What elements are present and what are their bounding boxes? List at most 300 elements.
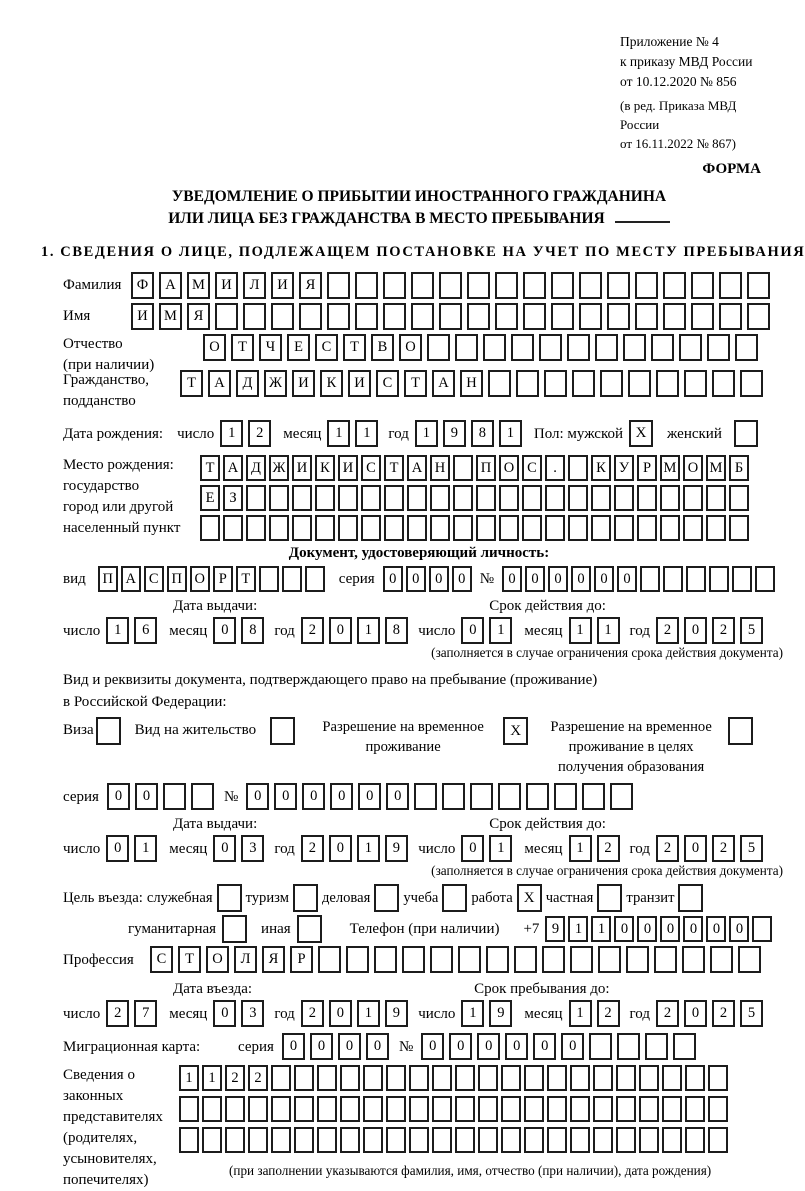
char-cell[interactable]: 9	[489, 1000, 512, 1027]
char-cell[interactable]	[679, 334, 702, 361]
char-cell[interactable]: 2	[225, 1065, 245, 1091]
char-cell[interactable]	[752, 916, 772, 942]
char-cell[interactable]: З	[223, 485, 243, 511]
char-cell[interactable]: 0	[571, 566, 591, 592]
char-cell[interactable]: 0	[310, 1033, 333, 1060]
char-cell[interactable]	[706, 485, 726, 511]
char-cell[interactable]: Д	[236, 370, 259, 397]
char-cell[interactable]	[516, 370, 539, 397]
char-cell[interactable]	[637, 515, 657, 541]
char-cell[interactable]: К	[315, 455, 335, 481]
char-cell[interactable]	[735, 334, 758, 361]
char-cell[interactable]	[547, 1065, 567, 1091]
purpose-tourism-checkbox[interactable]	[293, 884, 318, 912]
char-cell[interactable]	[453, 515, 473, 541]
char-cell[interactable]: 0	[548, 566, 568, 592]
char-cell[interactable]: Т	[180, 370, 203, 397]
char-cell[interactable]	[361, 515, 381, 541]
char-cell[interactable]	[523, 272, 546, 299]
char-cell[interactable]	[476, 485, 496, 511]
char-cell[interactable]	[639, 1127, 659, 1153]
char-cell[interactable]: С	[150, 946, 173, 973]
char-cell[interactable]	[547, 1127, 567, 1153]
char-cell[interactable]	[383, 272, 406, 299]
char-cell[interactable]: К	[591, 455, 611, 481]
char-cell[interactable]	[383, 303, 406, 330]
char-cell[interactable]	[522, 515, 542, 541]
char-cell[interactable]: 1	[106, 617, 129, 644]
char-cell[interactable]: 0	[452, 566, 472, 592]
char-cell[interactable]: 0	[729, 916, 749, 942]
char-cell[interactable]	[292, 485, 312, 511]
char-cell[interactable]	[593, 1065, 613, 1091]
char-cell[interactable]	[729, 515, 749, 541]
char-cell[interactable]	[709, 566, 729, 592]
char-cell[interactable]: С	[376, 370, 399, 397]
char-cell[interactable]: Т	[404, 370, 427, 397]
char-cell[interactable]	[384, 515, 404, 541]
char-cell[interactable]	[411, 303, 434, 330]
char-cell[interactable]: Ж	[264, 370, 287, 397]
char-cell[interactable]	[708, 1065, 728, 1091]
char-cell[interactable]: 0	[274, 783, 297, 810]
char-cell[interactable]	[514, 946, 537, 973]
char-cell[interactable]	[738, 946, 761, 973]
char-cell[interactable]	[640, 566, 660, 592]
char-cell[interactable]	[317, 1065, 337, 1091]
char-cell[interactable]	[685, 1096, 705, 1122]
char-cell[interactable]	[683, 485, 703, 511]
char-cell[interactable]	[430, 485, 450, 511]
char-cell[interactable]	[163, 783, 186, 810]
char-cell[interactable]: 1	[569, 617, 592, 644]
char-cell[interactable]	[568, 485, 588, 511]
char-cell[interactable]: 0	[660, 916, 680, 942]
char-cell[interactable]: М	[706, 455, 726, 481]
char-cell[interactable]: Е	[287, 334, 310, 361]
char-cell[interactable]	[645, 1033, 668, 1060]
char-cell[interactable]: 1	[202, 1065, 222, 1091]
char-cell[interactable]	[384, 485, 404, 511]
char-cell[interactable]: 1	[461, 1000, 484, 1027]
char-cell[interactable]: 1	[357, 1000, 380, 1027]
char-cell[interactable]	[243, 303, 266, 330]
char-cell[interactable]: 0	[594, 566, 614, 592]
char-cell[interactable]	[570, 1065, 590, 1091]
char-cell[interactable]	[542, 946, 565, 973]
char-cell[interactable]	[551, 272, 574, 299]
char-cell[interactable]: 0	[461, 835, 484, 862]
char-cell[interactable]	[499, 485, 519, 511]
char-cell[interactable]: 0	[338, 1033, 361, 1060]
char-cell[interactable]	[547, 1096, 567, 1122]
char-cell[interactable]: О	[206, 946, 229, 973]
char-cell[interactable]	[623, 334, 646, 361]
char-cell[interactable]: 0	[683, 916, 703, 942]
char-cell[interactable]: Т	[384, 455, 404, 481]
char-cell[interactable]	[223, 515, 243, 541]
char-cell[interactable]: Я	[262, 946, 285, 973]
char-cell[interactable]: 0	[246, 783, 269, 810]
char-cell[interactable]: 0	[302, 783, 325, 810]
char-cell[interactable]: 2	[301, 1000, 324, 1027]
char-cell[interactable]	[591, 485, 611, 511]
char-cell[interactable]	[616, 1127, 636, 1153]
char-cell[interactable]: 1	[327, 420, 350, 447]
sex-female-checkbox[interactable]	[734, 420, 758, 447]
char-cell[interactable]	[271, 1096, 291, 1122]
char-cell[interactable]	[685, 1127, 705, 1153]
char-cell[interactable]	[338, 515, 358, 541]
char-cell[interactable]	[719, 303, 742, 330]
char-cell[interactable]	[593, 1127, 613, 1153]
char-cell[interactable]: 5	[740, 1000, 763, 1027]
char-cell[interactable]: 0	[614, 916, 634, 942]
char-cell[interactable]: С	[315, 334, 338, 361]
char-cell[interactable]	[568, 455, 588, 481]
char-cell[interactable]	[747, 303, 770, 330]
char-cell[interactable]: 0	[135, 783, 158, 810]
char-cell[interactable]	[706, 515, 726, 541]
char-cell[interactable]	[570, 946, 593, 973]
temp-residence-education-checkbox[interactable]	[728, 717, 753, 745]
char-cell[interactable]	[635, 272, 658, 299]
char-cell[interactable]: 0	[213, 617, 236, 644]
char-cell[interactable]	[455, 334, 478, 361]
char-cell[interactable]	[579, 303, 602, 330]
char-cell[interactable]: И	[348, 370, 371, 397]
char-cell[interactable]	[637, 485, 657, 511]
char-cell[interactable]	[662, 1065, 682, 1091]
char-cell[interactable]	[327, 303, 350, 330]
char-cell[interactable]	[409, 1065, 429, 1091]
char-cell[interactable]: 1	[355, 420, 378, 447]
purpose-work-checkbox[interactable]: X	[517, 884, 542, 912]
char-cell[interactable]: Н	[430, 455, 450, 481]
char-cell[interactable]	[430, 946, 453, 973]
char-cell[interactable]	[656, 370, 679, 397]
char-cell[interactable]	[202, 1096, 222, 1122]
char-cell[interactable]	[191, 783, 214, 810]
char-cell[interactable]	[467, 303, 490, 330]
char-cell[interactable]: А	[432, 370, 455, 397]
char-cell[interactable]	[732, 566, 752, 592]
char-cell[interactable]: .	[545, 455, 565, 481]
char-cell[interactable]: 1	[499, 420, 522, 447]
char-cell[interactable]: Т	[231, 334, 254, 361]
char-cell[interactable]: 2	[301, 835, 324, 862]
char-cell[interactable]	[554, 783, 577, 810]
char-cell[interactable]	[407, 485, 427, 511]
char-cell[interactable]: 1	[357, 835, 380, 862]
char-cell[interactable]: 0	[329, 835, 352, 862]
char-cell[interactable]: Л	[243, 272, 266, 299]
char-cell[interactable]	[202, 1127, 222, 1153]
char-cell[interactable]: 0	[386, 783, 409, 810]
char-cell[interactable]: Ж	[269, 455, 289, 481]
char-cell[interactable]: Я	[299, 272, 322, 299]
sex-male-checkbox[interactable]: X	[629, 420, 653, 447]
char-cell[interactable]	[269, 515, 289, 541]
char-cell[interactable]: 2	[106, 1000, 129, 1027]
purpose-business-checkbox[interactable]	[374, 884, 399, 912]
char-cell[interactable]	[719, 272, 742, 299]
char-cell[interactable]	[246, 515, 266, 541]
char-cell[interactable]	[225, 1127, 245, 1153]
char-cell[interactable]: 1	[134, 835, 157, 862]
char-cell[interactable]: 9	[385, 1000, 408, 1027]
char-cell[interactable]	[455, 1127, 475, 1153]
char-cell[interactable]: 0	[706, 916, 726, 942]
char-cell[interactable]: 2	[712, 617, 735, 644]
char-cell[interactable]	[551, 303, 574, 330]
char-cell[interactable]: Д	[246, 455, 266, 481]
char-cell[interactable]: О	[683, 455, 703, 481]
char-cell[interactable]: С	[144, 566, 164, 592]
char-cell[interactable]: И	[292, 370, 315, 397]
char-cell[interactable]: П	[167, 566, 187, 592]
char-cell[interactable]: 3	[241, 835, 264, 862]
char-cell[interactable]	[683, 515, 703, 541]
char-cell[interactable]	[432, 1127, 452, 1153]
char-cell[interactable]	[294, 1127, 314, 1153]
char-cell[interactable]: П	[476, 455, 496, 481]
char-cell[interactable]: А	[407, 455, 427, 481]
char-cell[interactable]	[294, 1065, 314, 1091]
char-cell[interactable]	[225, 1096, 245, 1122]
char-cell[interactable]: 6	[134, 617, 157, 644]
char-cell[interactable]: 9	[545, 916, 565, 942]
char-cell[interactable]	[572, 370, 595, 397]
char-cell[interactable]	[179, 1096, 199, 1122]
purpose-private-checkbox[interactable]	[597, 884, 622, 912]
char-cell[interactable]: 8	[241, 617, 264, 644]
char-cell[interactable]: 1	[569, 835, 592, 862]
char-cell[interactable]: 1	[568, 916, 588, 942]
char-cell[interactable]	[524, 1127, 544, 1153]
char-cell[interactable]: О	[190, 566, 210, 592]
char-cell[interactable]	[589, 1033, 612, 1060]
char-cell[interactable]: 2	[712, 1000, 735, 1027]
char-cell[interactable]	[292, 515, 312, 541]
char-cell[interactable]	[432, 1096, 452, 1122]
char-cell[interactable]	[248, 1096, 268, 1122]
char-cell[interactable]: Б	[729, 455, 749, 481]
char-cell[interactable]	[248, 1127, 268, 1153]
char-cell[interactable]	[663, 303, 686, 330]
char-cell[interactable]: Т	[178, 946, 201, 973]
char-cell[interactable]	[439, 272, 462, 299]
char-cell[interactable]	[544, 370, 567, 397]
char-cell[interactable]	[294, 1096, 314, 1122]
char-cell[interactable]: 2	[248, 420, 271, 447]
char-cell[interactable]: 0	[684, 617, 707, 644]
char-cell[interactable]	[495, 272, 518, 299]
char-cell[interactable]	[710, 946, 733, 973]
char-cell[interactable]	[511, 334, 534, 361]
char-cell[interactable]	[567, 334, 590, 361]
char-cell[interactable]: 2	[597, 1000, 620, 1027]
char-cell[interactable]: 2	[301, 617, 324, 644]
char-cell[interactable]	[545, 515, 565, 541]
char-cell[interactable]	[338, 485, 358, 511]
char-cell[interactable]	[628, 370, 651, 397]
char-cell[interactable]	[729, 485, 749, 511]
char-cell[interactable]: Т	[343, 334, 366, 361]
char-cell[interactable]	[610, 783, 633, 810]
char-cell[interactable]	[340, 1096, 360, 1122]
char-cell[interactable]	[600, 370, 623, 397]
char-cell[interactable]: 0	[461, 617, 484, 644]
visa-checkbox[interactable]	[96, 717, 121, 745]
char-cell[interactable]	[495, 303, 518, 330]
char-cell[interactable]	[315, 515, 335, 541]
char-cell[interactable]	[478, 1065, 498, 1091]
char-cell[interactable]	[499, 515, 519, 541]
char-cell[interactable]: 2	[656, 835, 679, 862]
char-cell[interactable]: 1	[489, 835, 512, 862]
char-cell[interactable]: 0	[213, 835, 236, 862]
char-cell[interactable]: О	[203, 334, 226, 361]
char-cell[interactable]	[430, 515, 450, 541]
char-cell[interactable]: 0	[358, 783, 381, 810]
char-cell[interactable]	[299, 303, 322, 330]
char-cell[interactable]	[407, 515, 427, 541]
char-cell[interactable]	[269, 485, 289, 511]
char-cell[interactable]	[427, 334, 450, 361]
char-cell[interactable]	[662, 1127, 682, 1153]
char-cell[interactable]	[363, 1127, 383, 1153]
char-cell[interactable]	[708, 1127, 728, 1153]
char-cell[interactable]	[582, 783, 605, 810]
char-cell[interactable]	[442, 783, 465, 810]
char-cell[interactable]: 0	[282, 1033, 305, 1060]
char-cell[interactable]: И	[271, 272, 294, 299]
char-cell[interactable]: 9	[443, 420, 466, 447]
char-cell[interactable]: 0	[106, 835, 129, 862]
temp-residence-checkbox[interactable]: X	[503, 717, 528, 745]
char-cell[interactable]	[607, 303, 630, 330]
char-cell[interactable]: И	[338, 455, 358, 481]
char-cell[interactable]	[498, 783, 521, 810]
char-cell[interactable]	[598, 946, 621, 973]
char-cell[interactable]: Н	[460, 370, 483, 397]
char-cell[interactable]	[663, 566, 683, 592]
char-cell[interactable]	[200, 515, 220, 541]
char-cell[interactable]	[317, 1127, 337, 1153]
char-cell[interactable]	[305, 566, 325, 592]
char-cell[interactable]: 1	[357, 617, 380, 644]
char-cell[interactable]	[617, 1033, 640, 1060]
char-cell[interactable]	[626, 946, 649, 973]
char-cell[interactable]	[686, 566, 706, 592]
char-cell[interactable]: 0	[406, 566, 426, 592]
char-cell[interactable]	[570, 1096, 590, 1122]
char-cell[interactable]	[660, 515, 680, 541]
char-cell[interactable]	[271, 1127, 291, 1153]
char-cell[interactable]	[483, 334, 506, 361]
char-cell[interactable]	[282, 566, 302, 592]
char-cell[interactable]	[439, 303, 462, 330]
char-cell[interactable]	[708, 1096, 728, 1122]
char-cell[interactable]: Р	[213, 566, 233, 592]
char-cell[interactable]	[355, 272, 378, 299]
char-cell[interactable]: О	[399, 334, 422, 361]
char-cell[interactable]	[614, 515, 634, 541]
char-cell[interactable]: В	[371, 334, 394, 361]
char-cell[interactable]	[662, 1096, 682, 1122]
char-cell[interactable]: 0	[329, 1000, 352, 1027]
char-cell[interactable]: 8	[385, 617, 408, 644]
char-cell[interactable]	[616, 1065, 636, 1091]
char-cell[interactable]	[545, 485, 565, 511]
char-cell[interactable]	[740, 370, 763, 397]
char-cell[interactable]: К	[320, 370, 343, 397]
char-cell[interactable]: Ч	[259, 334, 282, 361]
char-cell[interactable]	[470, 783, 493, 810]
char-cell[interactable]: Р	[290, 946, 313, 973]
char-cell[interactable]	[522, 485, 542, 511]
char-cell[interactable]	[346, 946, 369, 973]
char-cell[interactable]	[579, 272, 602, 299]
char-cell[interactable]	[682, 946, 705, 973]
char-cell[interactable]: 2	[656, 1000, 679, 1027]
char-cell[interactable]	[486, 946, 509, 973]
char-cell[interactable]: 7	[134, 1000, 157, 1027]
char-cell[interactable]	[317, 1096, 337, 1122]
char-cell[interactable]: И	[215, 272, 238, 299]
char-cell[interactable]: Е	[200, 485, 220, 511]
purpose-official-checkbox[interactable]	[217, 884, 242, 912]
char-cell[interactable]: Л	[234, 946, 257, 973]
char-cell[interactable]: 0	[684, 835, 707, 862]
char-cell[interactable]: 0	[561, 1033, 584, 1060]
char-cell[interactable]: 0	[505, 1033, 528, 1060]
char-cell[interactable]: П	[98, 566, 118, 592]
char-cell[interactable]: 1	[569, 1000, 592, 1027]
char-cell[interactable]	[691, 272, 714, 299]
char-cell[interactable]: 0	[429, 566, 449, 592]
char-cell[interactable]: С	[361, 455, 381, 481]
char-cell[interactable]	[501, 1096, 521, 1122]
char-cell[interactable]: 1	[597, 617, 620, 644]
char-cell[interactable]	[684, 370, 707, 397]
char-cell[interactable]: 0	[533, 1033, 556, 1060]
char-cell[interactable]	[453, 485, 473, 511]
char-cell[interactable]	[271, 1065, 291, 1091]
char-cell[interactable]	[526, 783, 549, 810]
char-cell[interactable]: И	[292, 455, 312, 481]
char-cell[interactable]	[501, 1065, 521, 1091]
char-cell[interactable]: 2	[656, 617, 679, 644]
char-cell[interactable]	[707, 334, 730, 361]
char-cell[interactable]	[315, 485, 335, 511]
char-cell[interactable]: А	[159, 272, 182, 299]
char-cell[interactable]: 1	[415, 420, 438, 447]
char-cell[interactable]	[614, 485, 634, 511]
char-cell[interactable]	[386, 1065, 406, 1091]
char-cell[interactable]: 2	[248, 1065, 268, 1091]
char-cell[interactable]	[591, 515, 611, 541]
char-cell[interactable]: О	[499, 455, 519, 481]
char-cell[interactable]: И	[131, 303, 154, 330]
char-cell[interactable]	[271, 303, 294, 330]
char-cell[interactable]	[355, 303, 378, 330]
char-cell[interactable]	[660, 485, 680, 511]
char-cell[interactable]	[673, 1033, 696, 1060]
char-cell[interactable]: 1	[220, 420, 243, 447]
char-cell[interactable]	[639, 1096, 659, 1122]
